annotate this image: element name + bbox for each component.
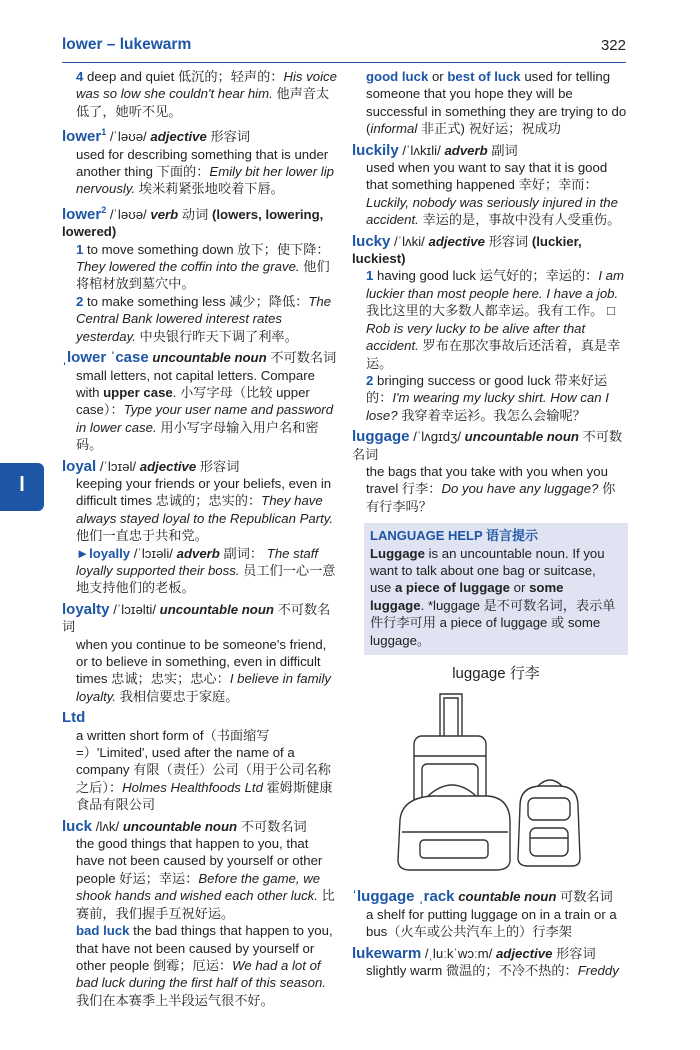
definition: slightly warm 微温的；不冷不热的： [366, 963, 578, 979]
headword: ˈluggage ˌrack [352, 888, 455, 906]
figure-caption: luggage 行李 [452, 665, 540, 682]
sense [62, 727, 338, 814]
right-column [352, 68, 628, 983]
part-of-speech: adjective [139, 458, 197, 474]
translation: 幸运的是，事故中没有人受重伤。 [422, 212, 621, 228]
sense [352, 906, 628, 941]
part-of-speech-cn: 形容词 [199, 458, 240, 474]
entry-lower-2 [62, 202, 338, 345]
pronunciation: /ˈlʌgɪdʒ/ [413, 429, 461, 445]
sense [62, 835, 338, 922]
sense [352, 463, 628, 515]
translation: 用小写字母输入用户名和密码。 [76, 419, 319, 453]
part-of-speech-cn: 不可数名词 [352, 429, 623, 462]
example: Luckily, nobody was seriously injured in the accident. [366, 194, 618, 228]
translation: 他们一直忠于共和党。 [76, 528, 208, 544]
sense-2 [352, 372, 628, 424]
example: The Central Bank lowered interest rates yesterday. [76, 293, 332, 344]
definition: used for telling someone that you hope they will be successful in something they are trying to do ( [366, 69, 627, 137]
entry-lucky [352, 233, 628, 424]
sense [62, 636, 338, 706]
translation: 员工们一心一意地支持他们的老板。 [76, 562, 336, 596]
page-number: 322 [600, 37, 626, 54]
definition: the bad things that happen to you, that have not been caused by yourself or other people 倒霉；厄运： [76, 923, 333, 973]
sense-number: 1 [76, 241, 84, 257]
definition: the bags that you take with you when you travel 行李： [366, 463, 608, 497]
definition: to make something less 减少；降低： [87, 293, 309, 309]
translation: 我穿着幸运衫。我怎么会输呢？ [401, 407, 586, 423]
language-help-text: Luggage is an uncountable noun. If you want to talk about one bag or suitcase, use a piece of luggage or some luggage. *luggage 是不可数名词，表示单件行李可用 a piece of luggage 或 some luggage。 [370, 545, 616, 648]
entry-luggage-rack [352, 888, 628, 940]
arrow-icon: ► [76, 545, 90, 561]
example-2: Rob is very lucky to be alive after that accident. [366, 320, 586, 354]
headword: luck [62, 817, 93, 835]
sense-number: 2 [366, 372, 374, 388]
sense [352, 159, 628, 229]
definition: having good luck 运气好的；幸运的： [377, 268, 599, 284]
translation: 我相信要忠于家庭。 [119, 688, 239, 704]
translation: 中央银行昨天下调了利率。 [139, 328, 298, 344]
part-of-speech: uncountable noun [152, 350, 267, 366]
letter-thumb-tab[interactable] [0, 463, 44, 511]
headword: lower$^2$ [62, 204, 107, 223]
translation: 我比这里的大多数人都幸运。我有工作。 [366, 303, 604, 319]
phrase-headword-2: best of luck [447, 69, 521, 84]
phrase-bad-luck [62, 922, 338, 1009]
definition: a written short form of（书面缩写 =）'Limited', used after the name of a company 有限（责任）公司（用于公司名称之后）： [76, 727, 331, 795]
headword: lukewarm [352, 944, 422, 962]
entry-lower-1 [62, 124, 338, 198]
pronunciation: /ˈlɔɪəlti/ [113, 601, 156, 617]
part-of-speech-cn: 动词 [181, 206, 209, 222]
phrase-headword: good luck [366, 69, 429, 84]
entry-loyal [62, 458, 338, 597]
sense-2 [62, 293, 338, 345]
headword: lucky [352, 232, 391, 250]
headword: ˌlower ˈcase [62, 349, 149, 367]
definition: used when you want to say that it is good that something happened 幸好；幸而： [366, 160, 608, 193]
duffel-bag [398, 796, 510, 870]
headword: loyal [62, 457, 97, 475]
definition: deep and quiet 低沉的；轻声的： [87, 69, 284, 84]
part-of-speech: adverb [176, 545, 220, 561]
entry-loyalty [62, 601, 338, 705]
inflections: (lowers, lowering, lowered) [62, 206, 324, 240]
entry-lower-sense-4 [62, 68, 338, 120]
cross-reference[interactable]: upper case [103, 384, 173, 400]
example: Before the game, we shook hands and wished each other luck. [76, 870, 321, 904]
definition-cont: . 小写字母（比较 upper case）： [76, 384, 310, 418]
part-of-speech-cn: 形容词 [210, 129, 251, 145]
example: The staff loyally supported their boss. [76, 545, 319, 578]
definition: to move something down 放下；使下降： [87, 241, 330, 257]
language-help-title: LANGUAGE HELP 语言提示 [370, 528, 539, 544]
definition: used for describing something that is under another thing 下面的： [76, 146, 329, 180]
part-of-speech-cn: 形容词 [488, 233, 529, 249]
translation: 你有行李吗？ [366, 481, 616, 514]
luggage-illustration [392, 686, 592, 882]
entry-luck [62, 818, 338, 1009]
sense-1 [62, 241, 338, 293]
entry-luckily [352, 142, 628, 229]
sense [62, 367, 338, 454]
translation: 霍姆斯健康食品有限公司 [76, 779, 333, 813]
example: They lowered the coffin into the grave. [76, 259, 300, 275]
example-separator-icon: □ [607, 303, 616, 319]
sense [62, 475, 338, 545]
part-of-speech-cn: 不可数名词 [270, 350, 337, 366]
example: We had a lot of bad luck during the first half of this season. [76, 957, 326, 991]
connector: or [431, 69, 444, 84]
sense-number: 2 [76, 293, 84, 309]
example: His voice was so low she couldn't hear him. [76, 69, 337, 102]
headword: luggage [352, 428, 410, 446]
headword: Ltd [62, 709, 86, 727]
headword: loyalty [62, 600, 110, 618]
example: Do you have any luggage? [441, 481, 599, 497]
pronunciation: /ˈlɔɪəli/ [133, 545, 173, 561]
example: They have always stayed loyal to the Republican Party. [76, 493, 334, 526]
part-of-speech-cn: 副词 [491, 142, 518, 158]
entry-lower-case [62, 349, 338, 453]
example: Type your user name and password in lower case. [76, 402, 334, 435]
part-of-speech-cn: 可数名词 [560, 889, 613, 905]
pronunciation: /ˈlʌki/ [394, 233, 425, 249]
definition-end: ) 祝好运；祝成功 [460, 121, 561, 137]
part-of-speech-cn: 不可数名词 [240, 818, 307, 834]
example: I am luckier than most people here. I have a job. [366, 268, 624, 301]
part-of-speech: countable noun [458, 889, 557, 905]
part-of-speech-cn: 不可数名词 [62, 601, 331, 635]
translation: 他们将棺材放到墓穴中。 [76, 259, 330, 292]
register-label: informal [370, 121, 418, 137]
example: Holmes Healthfoods Ltd [122, 779, 263, 795]
entry-luggage [352, 428, 628, 515]
example: Emily bit her lower lip nervously. [76, 164, 334, 197]
headword: lower$^1$ [62, 127, 107, 146]
part-of-speech: adjective [495, 945, 553, 961]
definition: keeping your friends or your beliefs, even in difficult times 忠诚的；忠实的： [76, 475, 332, 509]
part-of-speech: uncountable noun [159, 601, 274, 617]
suitcase-handle [440, 694, 462, 738]
translation: 比赛前，我们握手互祝好运。 [76, 888, 335, 921]
definition: small letters, not capital letters. Compare with [76, 367, 315, 400]
pronunciation: /ˈlʌkɪli/ [402, 142, 441, 158]
letter-tab-label: l [19, 474, 25, 496]
example: I'm wearing my lucky shirt. How can I lose? [366, 390, 609, 423]
phrase-good-luck [352, 68, 628, 138]
pronunciation: /ˈlɔɪəl/ [99, 458, 137, 474]
language-help-box [364, 523, 628, 655]
pronunciation: /ˈləʊə/ [109, 129, 147, 145]
sense-number: 4 [76, 69, 84, 84]
part-of-speech: adjective [428, 233, 485, 249]
part-of-speech: adjective [150, 129, 207, 145]
definition: a shelf for putting luggage on in a train or a bus（火车或公共汽车上的）行李架 [366, 906, 617, 940]
register-label-cn: 非正式 [420, 121, 461, 137]
derived-form [62, 545, 338, 597]
inflections: (luckier, luckiest) [352, 233, 582, 267]
entry-ltd [62, 709, 338, 813]
translation-2: 罗布在那次事故后还活着，真是幸运。 [366, 338, 621, 371]
definition: when you continue to be someone's friend, or to believe in something, even in difficult times 忠诚；忠实；忠心： [76, 636, 327, 687]
definition: bringing success or good luck 带来好运的： [366, 372, 608, 406]
pronunciation: /ˈləʊə/ [109, 206, 147, 222]
headword: luckily [352, 141, 399, 159]
example: I believe in family loyalty. [76, 671, 332, 704]
pronunciation: /ˌluːkˈwɔːm/ [424, 945, 493, 961]
page-header [62, 36, 626, 63]
sense [62, 146, 338, 198]
sense-1 [352, 267, 628, 371]
translation: 我们在本赛季上半段运气很不好。 [76, 992, 274, 1008]
entry-lukewarm [352, 945, 628, 980]
definition: the good things that happen to you, that have not been caused by yourself or other people 好运；幸运： [76, 836, 323, 886]
pronunciation: /lʌk/ [95, 818, 120, 834]
example: Freddy [577, 963, 619, 979]
left-column [62, 68, 338, 1013]
part-of-speech-cn: 副词： [223, 545, 264, 561]
part-of-speech-cn: 形容词 [556, 945, 596, 961]
part-of-speech: adverb [444, 142, 488, 158]
sense-number: 1 [366, 268, 374, 284]
running-head: lower – lukewarm [62, 36, 192, 53]
part-of-speech: verb [150, 206, 179, 222]
part-of-speech: uncountable noun [122, 818, 238, 834]
sense [352, 962, 628, 979]
phrase-headword: bad luck [76, 923, 130, 939]
part-of-speech: uncountable noun [464, 429, 579, 445]
translation: 他声音太低了，她听不见。 [76, 86, 330, 119]
translation: 埃米莉紧张地咬着下唇。 [138, 181, 284, 197]
derived-headword: loyally [89, 545, 131, 561]
